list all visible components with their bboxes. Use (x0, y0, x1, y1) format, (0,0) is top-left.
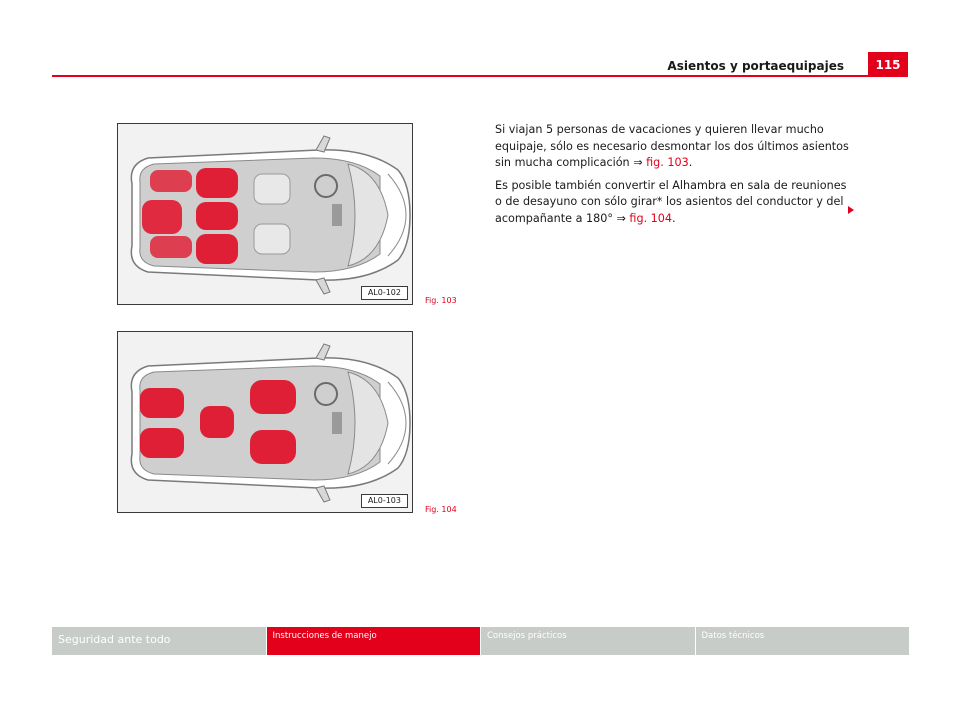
figure-link[interactable]: fig. 104 (629, 211, 673, 225)
car-top-view-illustration (118, 124, 413, 305)
figure-link[interactable]: fig. 103 (646, 156, 689, 170)
paragraph-end: . (688, 156, 693, 170)
page-number: 115 (868, 52, 908, 76)
paragraph (495, 122, 855, 172)
figure-103 (117, 123, 413, 305)
figure-caption: Fig. 104 (425, 505, 457, 514)
figure-caption: Fig. 103 (425, 296, 457, 305)
paragraph-text: Es posible también convertir el Alhambra en sala de reuniones o de desayuno con sólo girar* los asientos del conductor y del acompañante a 180° ⇒ (495, 178, 847, 225)
footer-nav (52, 627, 909, 655)
paragraph (495, 178, 855, 228)
figure-104 (117, 331, 413, 513)
footer-tab-seguridad[interactable]: Seguridad ante todo (52, 627, 267, 655)
header-rule (52, 75, 908, 77)
section-title: Asientos y portaequipajes (667, 59, 844, 73)
triangle-right-icon (848, 206, 854, 214)
figure-code: AL0-102 (361, 286, 408, 300)
paragraph-end: . (672, 211, 676, 225)
car-top-view-illustration (118, 332, 413, 513)
body-text (495, 122, 855, 234)
footer-tab-instrucciones[interactable]: Instrucciones de manejo (267, 627, 482, 655)
footer-tab-consejos[interactable]: Consejos prácticos (481, 627, 696, 655)
footer-tab-datos[interactable]: Datos técnicos (696, 627, 910, 655)
paragraph-text: Si viajan 5 personas de vacaciones y quieren llevar mucho equipaje, sólo es necesario desmontar los dos últimos asientos sin mucha complicación ⇒ (495, 123, 849, 170)
figure-code: AL0-103 (361, 494, 408, 508)
